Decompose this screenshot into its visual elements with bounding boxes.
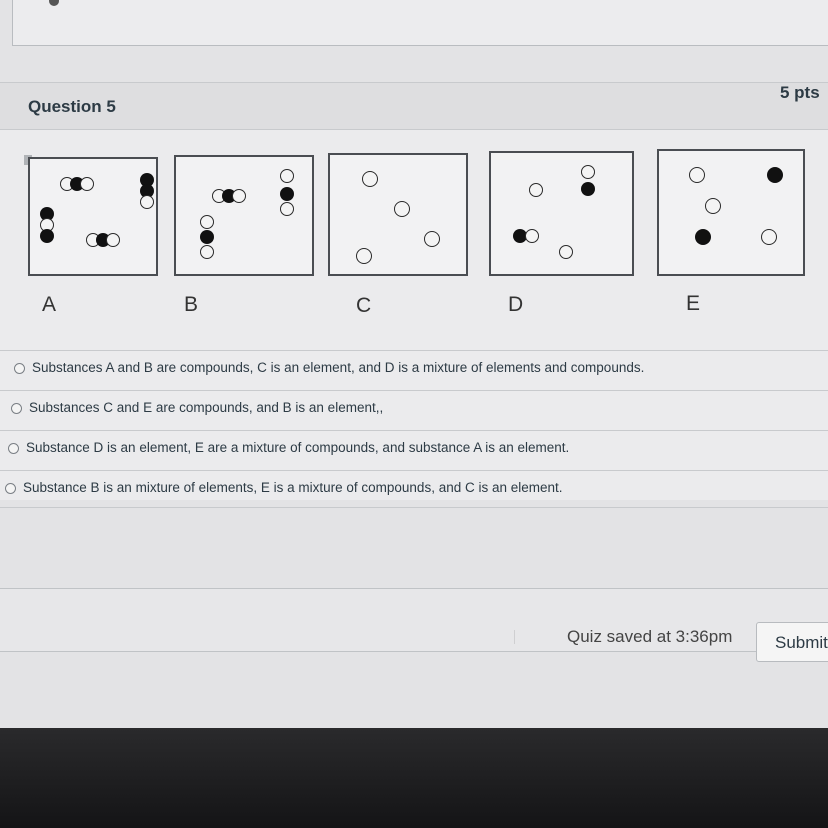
answer-option-text: Substances A and B are compounds, C is an element, and D is a mixture of elements and compounds. [32, 360, 645, 375]
diagram-a [28, 157, 158, 276]
atom-light [581, 165, 595, 179]
submit-quiz-button[interactable]: Submit [756, 622, 828, 662]
question-points: 5 pts [780, 83, 820, 102]
answer-option-2[interactable] [0, 390, 828, 428]
divider [514, 630, 515, 644]
atom-light [559, 245, 573, 259]
atom-light [689, 167, 705, 183]
answer-option-3[interactable] [0, 430, 828, 468]
radio-button[interactable] [14, 363, 25, 374]
atom-dark [200, 230, 214, 244]
diagram-label-e: E [686, 292, 701, 315]
atom-light [394, 201, 410, 217]
atom-dark [581, 182, 595, 196]
radio-button[interactable] [5, 483, 16, 494]
atom-light [705, 198, 721, 214]
answer-option-4[interactable] [0, 470, 828, 508]
atom-light [232, 189, 246, 203]
atom-light [140, 195, 154, 209]
atom-light [356, 248, 372, 264]
atom-dark [767, 167, 783, 183]
diagram-b [174, 155, 314, 276]
answer-option-text: Substance D is an element, E are a mixture of compounds, and substance A is an element. [26, 440, 570, 455]
atom-light [529, 183, 543, 197]
diagram-label-d: D [508, 293, 524, 316]
atom-light [106, 233, 120, 247]
question-title: Question 5 [28, 97, 116, 116]
radio-selected-icon [49, 0, 59, 6]
diagram-label-b: B [184, 293, 199, 316]
radio-button[interactable] [11, 403, 22, 414]
quiz-saved-status: Quiz saved at 3:36pm [567, 627, 733, 646]
atom-light [280, 202, 294, 216]
diagram-c [328, 153, 468, 276]
atom-dark [695, 229, 711, 245]
radio-button[interactable] [8, 443, 19, 454]
diagram-d [489, 151, 634, 276]
atom-light [200, 245, 214, 259]
atom-light [424, 231, 440, 247]
question-header [0, 83, 828, 130]
atom-dark [280, 187, 294, 201]
atom-light [362, 171, 378, 187]
atom-dark [40, 229, 54, 243]
diagram-label-c: C [356, 294, 372, 317]
answer-option-1[interactable] [0, 350, 828, 388]
atom-light [200, 215, 214, 229]
screen-bezel [0, 728, 828, 828]
diagram-label-a: A [42, 293, 57, 316]
answer-option-text: Substance B is an mixture of elements, E is a mixture of compounds, and C is an element. [23, 480, 563, 495]
previous-question-answer-area [12, 0, 828, 46]
atom-light [525, 229, 539, 243]
answer-option-text: Substances C and E are compounds, and B is an element,, [29, 400, 384, 415]
atom-light [761, 229, 777, 245]
diagram-e [657, 149, 805, 276]
atom-light [280, 169, 294, 183]
atom-light [80, 177, 94, 191]
